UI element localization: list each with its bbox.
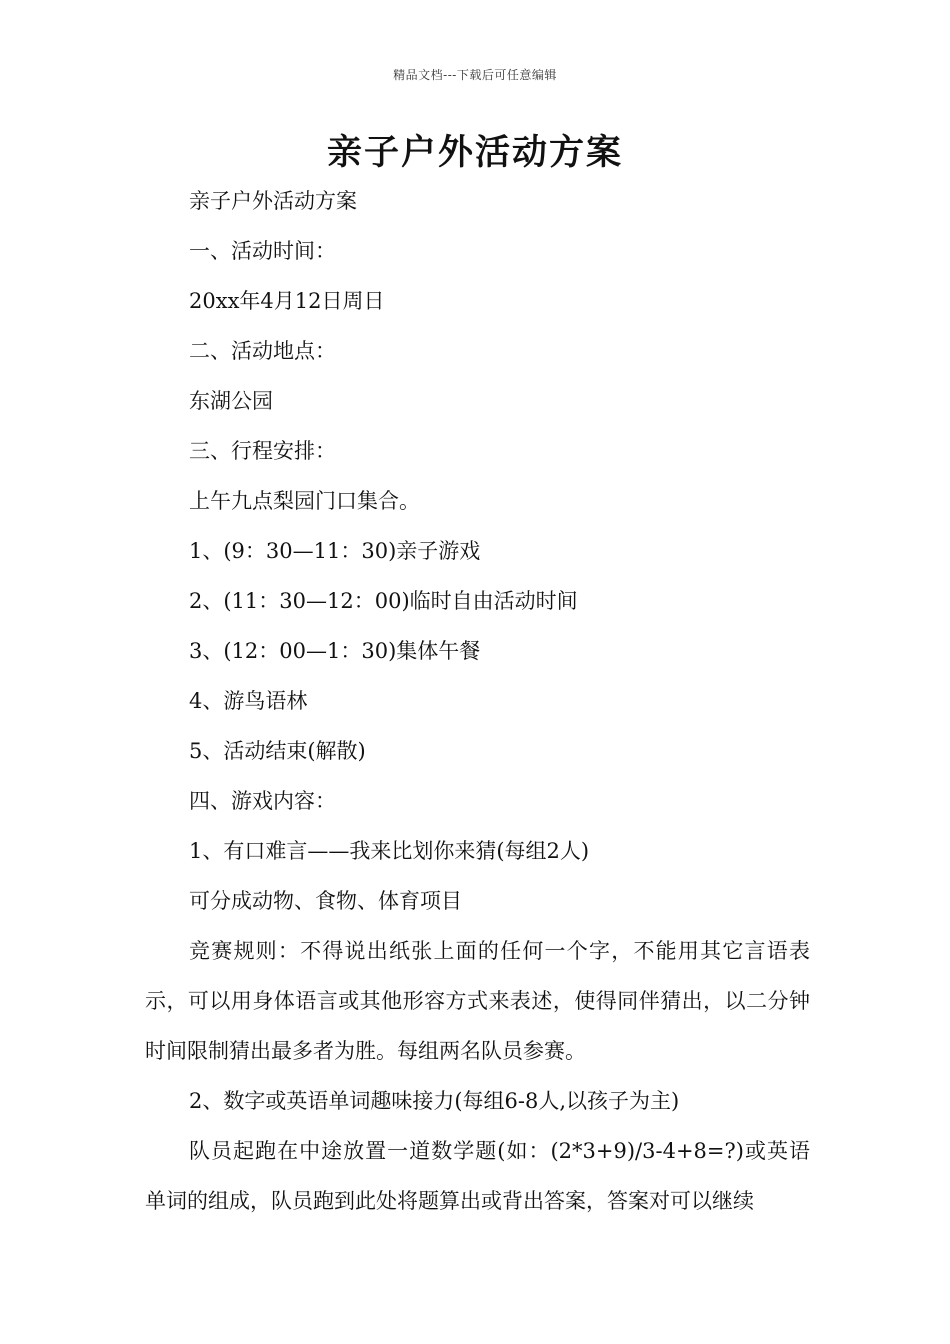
paragraph-date: 20xx年4月12日周日: [189, 289, 385, 313]
schedule-item: 5、活动结束(解散): [189, 739, 366, 763]
game-item-title: 2、数字或英语单词趣味接力(每组6-8人,以孩子为主): [189, 1089, 680, 1113]
section-heading-games: 四、游戏内容：: [189, 789, 336, 813]
section-heading-time: 一、活动时间：: [189, 239, 336, 263]
page-header: 精品文档---下载后可任意编辑: [393, 68, 557, 82]
document-body: [145, 176, 810, 1226]
schedule-item: 2、(11：30—12：00)临时自由活动时间: [189, 589, 578, 613]
paragraph-rules: 竞赛规则：不得说出纸张上面的任何一个字，不能用其它言语表示，可以用身体语言或其他形容方式来表述，使得同伴猜出，以二分钟时间限制猜出最多者为胜。每组两名队员参赛。: [145, 939, 810, 1063]
section-heading-location: 二、活动地点：: [189, 339, 336, 363]
document-title: 亲子户外活动方案: [326, 132, 623, 173]
schedule-item: 3、(12：00—1：30)集体午餐: [189, 639, 481, 663]
paragraph-subtitle: 亲子户外活动方案: [189, 189, 357, 213]
paragraph-location: 东湖公园: [189, 389, 273, 413]
paragraph-gathering: 上午九点梨园门口集合。: [189, 489, 420, 513]
paragraph-relay-description: 队员起跑在中途放置一道数学题(如：(2*3+9)/3-4+8=?)或英语单词的组成，队员跑到此处将题算出或背出答案，答案对可以继续: [145, 1139, 810, 1213]
schedule-item: 4、游鸟语林: [189, 689, 308, 713]
schedule-item: 1、(9：30—11：30)亲子游戏: [189, 539, 481, 563]
section-heading-schedule: 三、行程安排：: [189, 439, 336, 463]
game-item-title: 1、有口难言——我来比划你来猜(每组2人): [189, 839, 590, 863]
paragraph-categories: 可分成动物、食物、体育项目: [189, 889, 462, 913]
